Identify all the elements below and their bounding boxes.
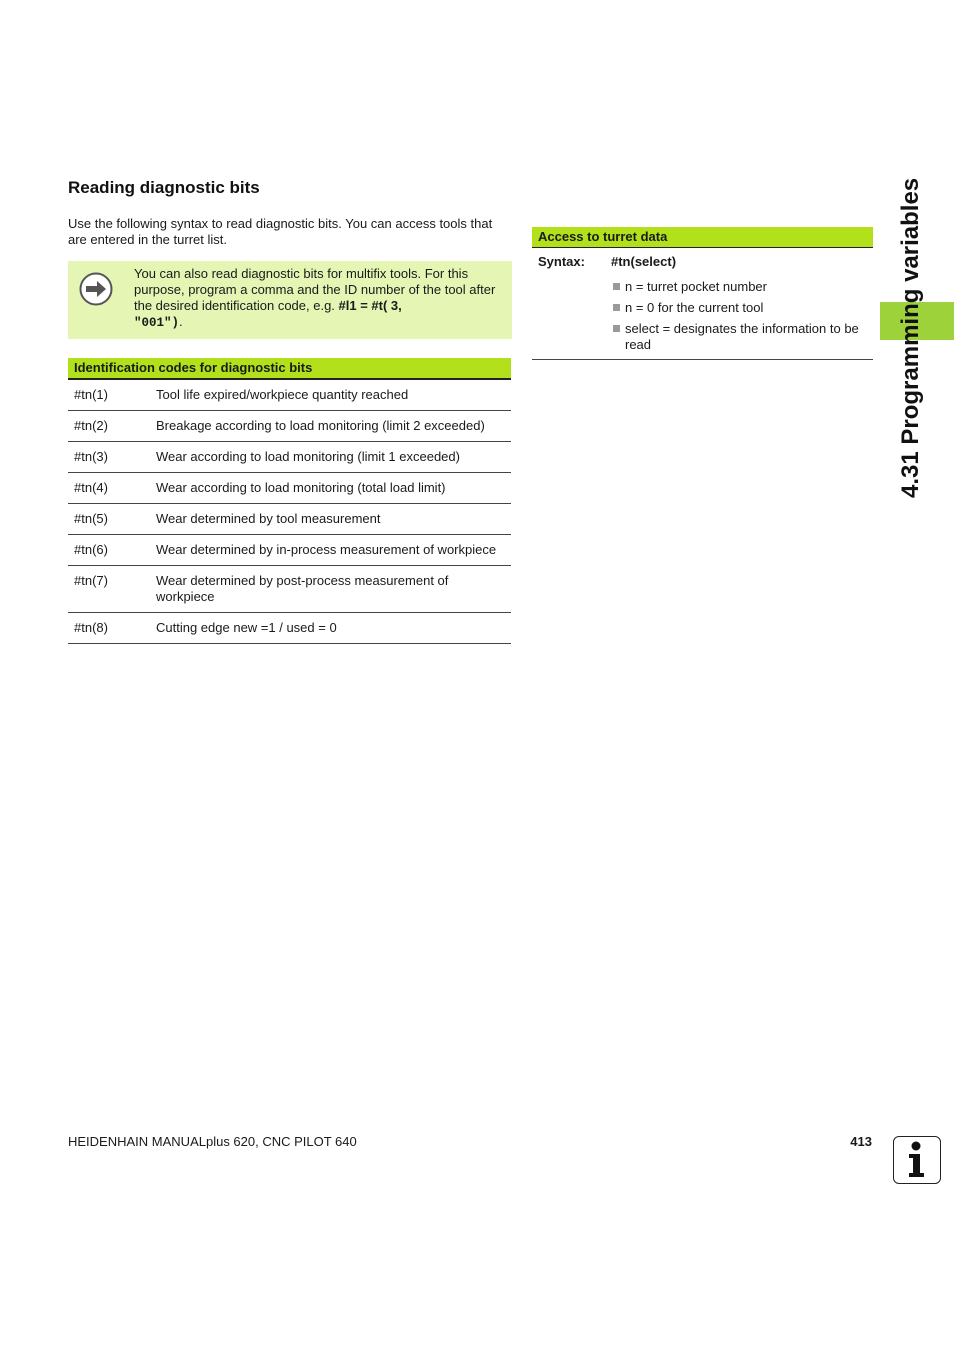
table-row: [68, 613, 511, 644]
description-cell: Wear determined by tool measurement: [156, 511, 381, 526]
syntax-value: #tn(select): [611, 254, 677, 269]
syntax-row: [532, 254, 873, 269]
description-cell: Tool life expired/workpiece quantity reached: [156, 387, 409, 402]
footer-title: HEIDENHAIN MANUALplus 620, CNC PILOT 640: [68, 1134, 357, 1149]
table-row: [68, 380, 511, 411]
table-row: [68, 473, 511, 504]
note-text: [134, 266, 504, 331]
code-cell: #tn(2): [74, 418, 108, 433]
divider: [532, 359, 873, 360]
section-title: Reading diagnostic bits: [68, 178, 260, 197]
note-suffix: .: [179, 314, 183, 329]
arrow-right-icon: [79, 272, 113, 306]
parameter-list: [532, 279, 873, 353]
description-cell: Wear according to load monitoring (limit 1 exceeded): [156, 449, 460, 464]
code-cell: #tn(6): [74, 542, 108, 557]
note-example: #l1 = #t( 3,: [338, 298, 402, 313]
turret-access-box: [532, 227, 873, 360]
table-row: [68, 566, 511, 613]
code-cell: #tn(1): [74, 387, 108, 402]
list-item: n = 0 for the current tool: [611, 300, 873, 316]
info-glyph: [894, 1137, 939, 1182]
page-number: 413: [850, 1134, 872, 1149]
syntax-label: Syntax:: [538, 254, 585, 269]
description-cell: Wear determined by post-process measurement of workpiece: [156, 573, 449, 604]
intro-paragraph: Use the following syntax to read diagnostic bits. You can access tools that are entered in the turret list.: [68, 216, 493, 247]
table-header: Identification codes for diagnostic bits: [68, 358, 511, 380]
diagnostic-codes-table: [68, 358, 511, 644]
turret-header: Access to turret data: [532, 227, 873, 248]
list-item: select = designates the information to be read: [611, 321, 873, 353]
table-row: [68, 535, 511, 566]
description-cell: Wear according to load monitoring (total load limit): [156, 480, 446, 495]
table-row: [68, 504, 511, 535]
note-example-code: "001"): [134, 316, 180, 330]
description-cell: Breakage according to load monitoring (limit 2 exceeded): [156, 418, 485, 433]
table-row: [68, 442, 511, 473]
description-cell: Cutting edge new =1 / used = 0: [156, 620, 337, 635]
chapter-title: 4.31 Programming variables: [897, 177, 924, 498]
table-row: [68, 411, 511, 442]
note-box: [68, 261, 512, 339]
code-cell: #tn(8): [74, 620, 108, 635]
code-cell: #tn(4): [74, 480, 108, 495]
note-body: You can also read diagnostic bits for multifix tools. For this purpose, program a comma and the ID number of the tool after the desired identification code, e.g.: [134, 266, 496, 313]
list-item: n = turret pocket number: [611, 279, 873, 295]
code-cell: #tn(5): [74, 511, 108, 526]
description-cell: Wear determined by in-process measurement of workpiece: [156, 542, 497, 557]
code-cell: #tn(7): [74, 573, 108, 588]
info-icon: [893, 1136, 941, 1184]
code-cell: #tn(3): [74, 449, 108, 464]
